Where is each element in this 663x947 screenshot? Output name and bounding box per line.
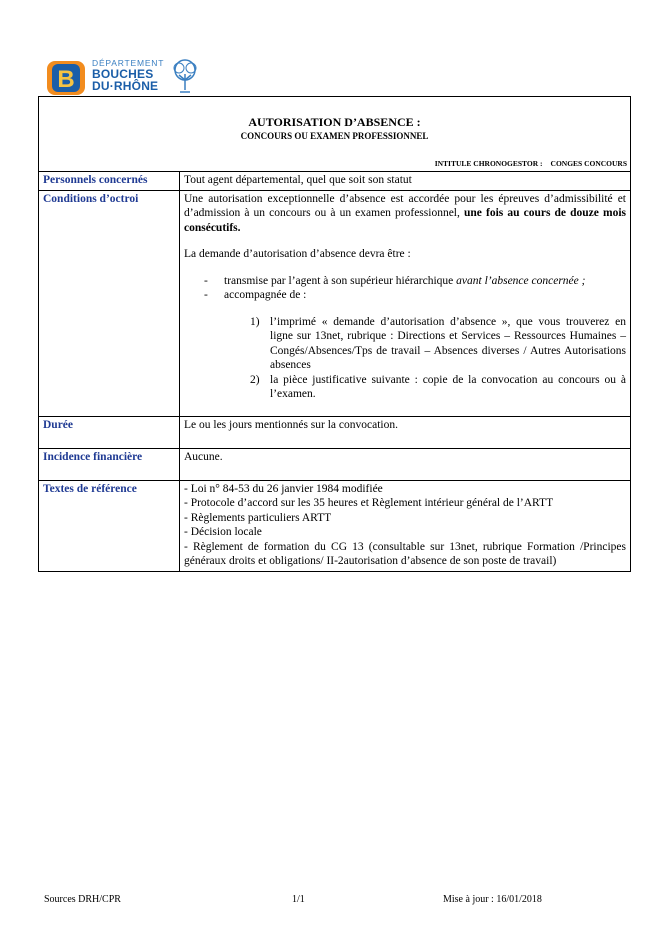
- conditions-numbered-item-2: [184, 373, 626, 402]
- tree-icon: [168, 58, 202, 94]
- dash-1-italic: avant l’absence concernée ;: [456, 274, 586, 287]
- table-row: [39, 172, 630, 190]
- numbered-2-marker: 2): [250, 373, 260, 386]
- chronogestor-value: CONGES CONCOURS: [550, 159, 627, 168]
- conditions-dash-item-1: [184, 274, 626, 289]
- table-row: [39, 448, 630, 480]
- conditions-paragraph-2: La demande d’autorisation d’absence devra être :: [184, 248, 411, 260]
- logo-line-2: BOUCHES: [92, 67, 154, 81]
- logo-line-3: DU·RHÔNE: [92, 79, 159, 93]
- reference-line-1: - Loi n° 84-53 du 26 janvier 1984 modifiée: [184, 482, 383, 495]
- table-row: [39, 190, 630, 416]
- form-header: [39, 97, 630, 172]
- row-value-conditions: [180, 190, 631, 416]
- table-row: [39, 480, 630, 571]
- footer-update-date: Mise à jour : 16/01/2018: [443, 894, 542, 905]
- table-row: [39, 416, 630, 448]
- row-value-incidence: Aucune.: [180, 448, 631, 480]
- chronogestor-line: [427, 159, 627, 168]
- row-value-duree: Le ou les jours mentionnés sur la convocation.: [180, 416, 631, 448]
- page-title: AUTORISATION D’ABSENCE :: [248, 115, 421, 129]
- info-table: [39, 172, 630, 571]
- row-label-duree: Durée: [39, 416, 180, 448]
- conditions-p1-bold: une fois au cours de douze mois consécutifs.: [184, 207, 626, 234]
- reference-line-2: - Protocole d’accord sur les 35 heures et Règlement intérieur général de l’ARTT: [184, 497, 554, 509]
- numbered-2-text: la pièce justificative suivante : copie de la convocation au concours ou à l’examen.: [270, 373, 626, 400]
- dash-1-text: transmise par l’agent à son supérieur hiérarchique: [224, 274, 457, 287]
- chronogestor-label: INTITULE CHRONOGESTOR :: [434, 159, 543, 168]
- row-label-textes: Textes de référence: [39, 480, 180, 571]
- row-value-textes: [180, 480, 631, 571]
- row-label-personnels: Personnels concernés: [39, 172, 180, 190]
- department-emblem-icon: [44, 58, 88, 98]
- conditions-paragraph-1: [184, 192, 626, 236]
- row-label-conditions: Conditions d’octroi: [39, 190, 180, 416]
- conditions-p1-text: Une autorisation exceptionnelle d’absence est accordée pour les épreuves d’admissibilité et d’admission à un concours ou à un examen professionnel,: [184, 192, 626, 219]
- footer-page-number: 1/1: [292, 894, 305, 905]
- form-table-box: [38, 96, 631, 572]
- reference-line-3: - Règlements particuliers ARTT: [184, 511, 332, 524]
- numbered-1-text: l’imprimé « demande d’autorisation d’absence », que vous trouverez en ligne sur 13net, rubrique : Directions et Services – Ressources Humaines – Congés/Absences/Tps de travail – Absences diverses / Autres Autorisations absences: [270, 315, 626, 371]
- numbered-1-marker: 1): [250, 315, 260, 328]
- logo-line-1: DÉPARTEMENT: [92, 58, 165, 68]
- reference-line-4: - Décision locale: [184, 526, 262, 538]
- row-value-personnels: Tout agent départemental, quel que soit son statut: [184, 174, 412, 186]
- conditions-numbered-item-1: [184, 315, 626, 373]
- page-subtitle: CONCOURS OU EXAMEN PROFESSIONNEL: [240, 131, 429, 141]
- conditions-dash-item-2: - accompagnée de :: [184, 288, 626, 303]
- svg-text:B: B: [57, 66, 75, 93]
- row-label-incidence: Incidence financière: [39, 448, 180, 480]
- department-logo: [44, 56, 204, 98]
- reference-line-5: - Règlement de formation du CG 13 (consultable sur 13net, rubrique Formation /Principes généraux droits et obligations/ II-2autorisation d’absence de son poste de travail): [184, 540, 626, 567]
- footer-source: Sources DRH/CPR: [44, 894, 121, 905]
